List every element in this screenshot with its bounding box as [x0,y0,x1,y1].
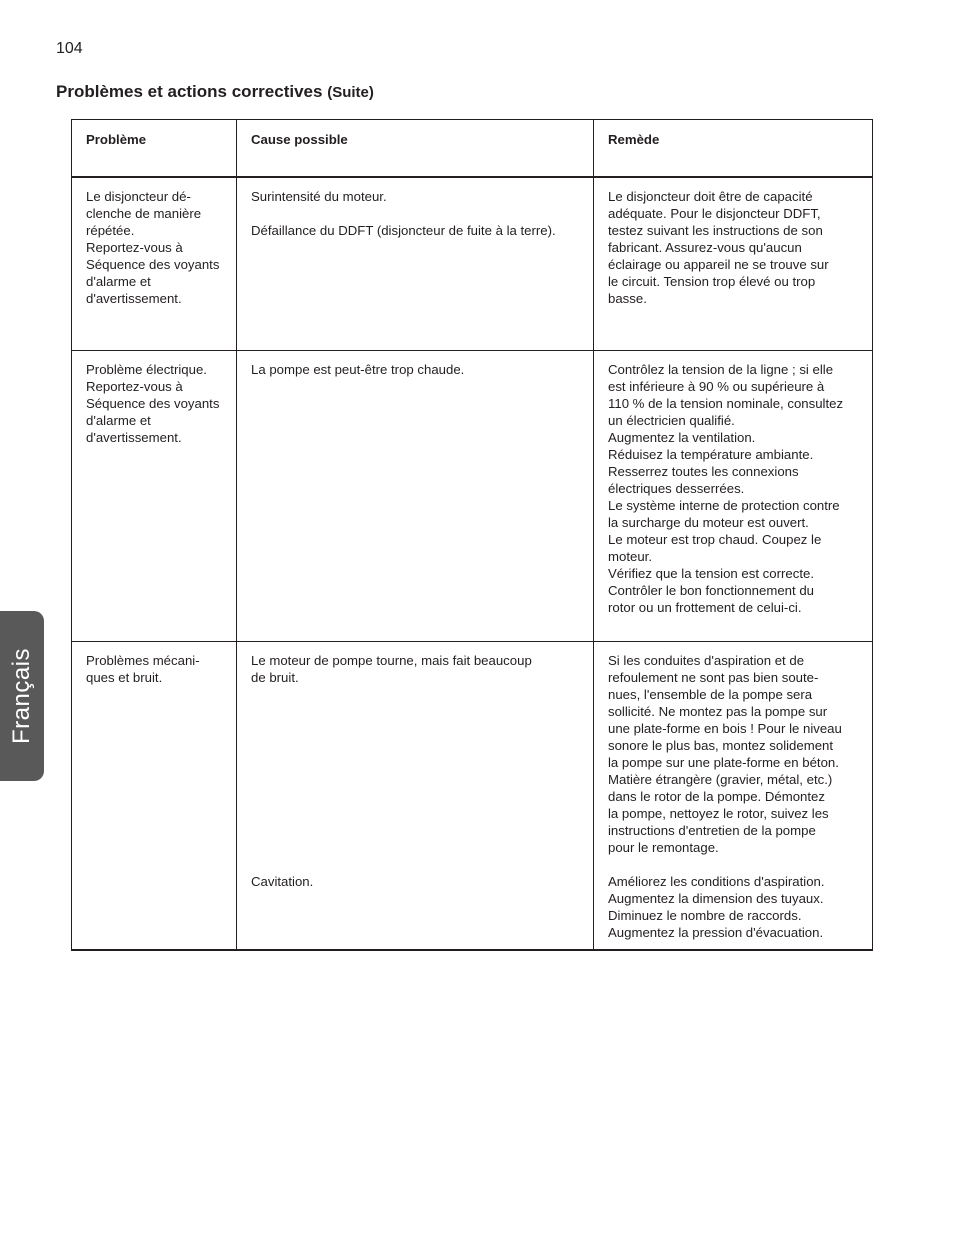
section-title-suffix: (Suite) [327,84,374,101]
language-side-tab [0,611,44,781]
problem-text: Problèmes mécani- ques et bruit. [86,652,200,685]
remedy-text: Si les conduites d'aspiration et de refoulement ne sont pas bien soute- nues, l'ensemble de la pompe sera sollicité. Ne montez pas la pompe sur une plate-forme en bois ! Pour le niveau sonore le plus bas, montez solidement la pompe sur une plate-forme en béton. Matière étrangère (gravier, métal, etc.) dans le rotor de la pompe. Démontez la pompe, nettoyez le rotor, suivez les instructions d'entretien de la pompe pour le remontage. [608,652,842,855]
remedy-spacer [608,856,859,873]
problem-cell [72,177,237,350]
problem-text: Le disjoncteur dé- clenche de manière répétée. Reportez-vous à Séquence des voyants d'alarme et d'avertissement. [86,189,220,306]
remedy-text: Contrôlez la tension de la ligne ; si elle est inférieure à 90 % ou supérieure à 110 % de la tension nominale, consultez un électricien qualifié. Augmentez la ventilation. Réduisez la température ambiante. Resserrez toutes les connexions électriques desserrées. Le système interne de protection contre la surcharge du moteur est ouvert. Le moteur est trop chaud. Coupez le moteur. Vérifiez que la tension est correcte. Contrôler le bon fonctionnement du rotor ou un frottement de celui-ci. [608,361,844,615]
header-remedy: Remède [594,120,873,178]
problem-text: Problème électrique. Reportez-vous à Séquence des voyants d'alarme et d'avertissement. [86,361,220,445]
language-side-tab-label: Français [8,647,35,745]
cause-text: Le moteur de pompe tourne, mais fait beaucoup de bruit. [251,652,532,685]
header-cause: Cause possible [237,120,594,178]
cause-text: La pompe est peut-être trop chaude. [251,361,465,377]
remedy-cell [594,641,873,950]
remedy-text: Le disjoncteur doit être de capacité adéquate. Pour le disjoncteur DDFT, testez suivant les instructions de son fabricant. Assurez-vous qu'aucun éclairage ou appareil ne se trouve sur le circuit. Tension trop élevé ou trop basse. [608,189,829,306]
problem-cell [72,350,237,641]
table-row [72,641,873,950]
troubleshooting-table [71,119,873,951]
cause-text: Surintensité du moteur. [251,189,387,204]
cause-text: Cavitation. [251,873,314,889]
remedy-cell [594,177,873,350]
section-title-text: Problèmes et actions correctives [56,82,323,101]
header-problem: Problème [72,120,237,178]
section-title [56,82,374,102]
cause-text: Défaillance du DDFT (disjoncteur de fuite à la terre). [251,223,556,238]
page-number: 104 [56,40,83,57]
remedy-cell [594,350,873,641]
cause-spacer [251,856,580,873]
table-header-row [72,120,873,178]
remedy-text: Améliorez les conditions d'aspiration. Augmentez la dimension des tuyaux. Diminuez le nombre de raccords. Augmentez la pression d'évacuation. [608,873,825,940]
cause-cell [237,177,594,350]
problem-cell [72,641,237,950]
cause-cell [237,350,594,641]
table-row [72,350,873,641]
cause-cell [237,641,594,950]
table-row [72,177,873,350]
cause-spacer [251,205,580,222]
